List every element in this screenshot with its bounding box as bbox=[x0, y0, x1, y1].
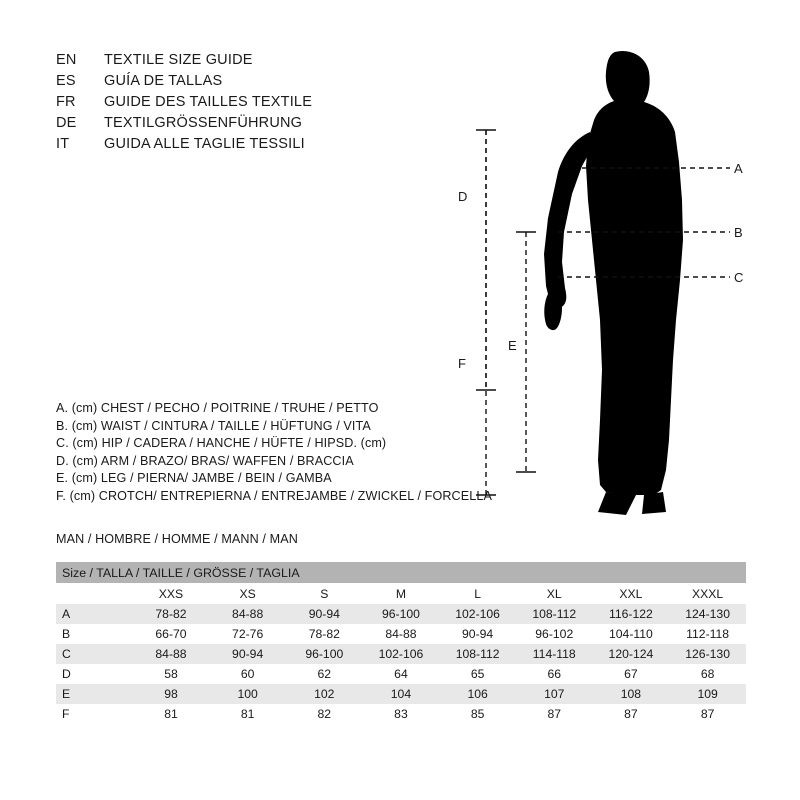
cell-d-m: 64 bbox=[363, 664, 440, 684]
cell-f-s: 82 bbox=[286, 704, 363, 724]
silhouette-foot-left bbox=[598, 492, 636, 515]
title-lang-de: DE bbox=[56, 115, 77, 131]
cell-b-s: 78-82 bbox=[286, 624, 363, 644]
silhouette-body bbox=[586, 51, 683, 495]
table-header-bar-label: Size / TALLA / TAILLE / GRÖSSE / TAGLIA bbox=[56, 562, 746, 583]
legend-line-b: B. (cm) WAIST / CINTURA / TAILLE / HÜFTUNG / VITA bbox=[56, 418, 371, 433]
silhouette-arm bbox=[544, 132, 592, 308]
table-row bbox=[56, 624, 746, 644]
cell-d-s: 62 bbox=[286, 664, 363, 684]
cell-b-xs: 72-76 bbox=[209, 624, 286, 644]
row-label-d: D bbox=[56, 664, 133, 684]
cell-e-xl: 107 bbox=[516, 684, 593, 704]
legend-line-a: A. (cm) CHEST / PECHO / POITRINE / TRUHE / PETTO bbox=[56, 401, 379, 415]
legend-line-c: C. (cm) HIP / CADERA / HANCHE / HÜFTE / HIPSD. (cm) bbox=[56, 436, 387, 450]
cell-f-m: 83 bbox=[363, 704, 440, 724]
title-text-de: TEXTILGRÖSSENFÜHRUNG bbox=[104, 115, 303, 131]
col-head-xxxl: XXXL bbox=[669, 583, 746, 604]
title-row-es bbox=[56, 71, 476, 92]
title-row-de bbox=[56, 113, 476, 134]
cell-f-l: 85 bbox=[439, 704, 516, 724]
cell-a-l: 102-106 bbox=[439, 604, 516, 624]
title-lang-it: IT bbox=[56, 136, 70, 152]
cell-b-xxl: 104-110 bbox=[593, 624, 670, 644]
label-e: E bbox=[508, 338, 517, 353]
cell-c-xxxl: 126-130 bbox=[669, 644, 746, 664]
size-table bbox=[56, 562, 746, 724]
legend-line-f: F. (cm) CROTCH/ ENTREPIERNA / ENTREJAMBE / ZWICKEL / FORCELLA bbox=[56, 488, 492, 503]
row-label-f: F bbox=[56, 704, 133, 724]
table-column-headers bbox=[56, 583, 746, 604]
cell-f-xxl: 87 bbox=[593, 704, 670, 724]
cell-a-xxs: 78-82 bbox=[133, 604, 210, 624]
title-lang-fr: FR bbox=[56, 94, 76, 110]
title-row-it bbox=[56, 134, 476, 155]
cell-d-l: 65 bbox=[439, 664, 516, 684]
title-lang-es: ES bbox=[56, 73, 76, 89]
cell-f-xs: 81 bbox=[209, 704, 286, 724]
cell-e-l: 106 bbox=[439, 684, 516, 704]
title-text-en: TEXTILE SIZE GUIDE bbox=[104, 52, 253, 68]
cell-a-s: 90-94 bbox=[286, 604, 363, 624]
legend-line-e: E. (cm) LEG / PIERNA/ JAMBE / BEIN / GAMBA bbox=[56, 471, 332, 485]
table-header-bar bbox=[56, 562, 746, 583]
cell-a-xxxl: 124-130 bbox=[669, 604, 746, 624]
cell-b-xxs: 66-70 bbox=[133, 624, 210, 644]
row-label-a: A bbox=[56, 604, 133, 624]
cell-e-xs: 100 bbox=[209, 684, 286, 704]
col-head-xxl: XXL bbox=[593, 583, 670, 604]
cell-e-m: 104 bbox=[363, 684, 440, 704]
cell-a-xxl: 116-122 bbox=[593, 604, 670, 624]
cell-c-xl: 114-118 bbox=[516, 644, 593, 664]
cell-c-xs: 90-94 bbox=[209, 644, 286, 664]
cell-b-xl: 96-102 bbox=[516, 624, 593, 644]
measurement-legend bbox=[56, 400, 526, 505]
cell-f-xxxl: 87 bbox=[669, 704, 746, 724]
cell-e-xxxl: 109 bbox=[669, 684, 746, 704]
col-head-xxs: XXS bbox=[133, 583, 210, 604]
cell-c-l: 108-112 bbox=[439, 644, 516, 664]
col-head-l: L bbox=[439, 583, 516, 604]
col-head-xl: XL bbox=[516, 583, 593, 604]
size-table-wrapper bbox=[56, 562, 746, 724]
cell-c-xxs: 84-88 bbox=[133, 644, 210, 664]
cell-a-xs: 84-88 bbox=[209, 604, 286, 624]
cell-b-l: 90-94 bbox=[439, 624, 516, 644]
col-head-xs: XS bbox=[209, 583, 286, 604]
cell-d-xxs: 58 bbox=[133, 664, 210, 684]
label-d: D bbox=[458, 189, 468, 204]
title-text-fr: GUIDE DES TAILLES TEXTILE bbox=[104, 94, 313, 110]
row-label-e: E bbox=[56, 684, 133, 704]
table-row bbox=[56, 604, 746, 624]
row-label-b: B bbox=[56, 624, 133, 644]
cell-a-xl: 108-112 bbox=[516, 604, 593, 624]
cell-c-xxl: 120-124 bbox=[593, 644, 670, 664]
man-silhouette bbox=[544, 51, 683, 515]
cell-b-m: 84-88 bbox=[363, 624, 440, 644]
title-text-es: GUÍA DE TALLAS bbox=[104, 73, 223, 89]
cell-f-xxs: 81 bbox=[133, 704, 210, 724]
table-row bbox=[56, 664, 746, 684]
cell-d-xxl: 67 bbox=[593, 664, 670, 684]
title-row-en bbox=[56, 50, 476, 71]
title-text-it: GUIDA ALLE TAGLIE TESSILI bbox=[104, 136, 305, 152]
cell-d-xxxl: 68 bbox=[669, 664, 746, 684]
cell-c-m: 102-106 bbox=[363, 644, 440, 664]
cell-d-xl: 66 bbox=[516, 664, 593, 684]
language-title-block bbox=[56, 50, 476, 155]
row-label-c: C bbox=[56, 644, 133, 664]
silhouette-foot-right bbox=[642, 492, 666, 514]
cell-a-m: 96-100 bbox=[363, 604, 440, 624]
col-head-blank bbox=[56, 583, 133, 604]
table-row bbox=[56, 684, 746, 704]
cell-e-xxl: 108 bbox=[593, 684, 670, 704]
col-head-m: M bbox=[363, 583, 440, 604]
label-f: F bbox=[458, 356, 466, 371]
title-row-fr bbox=[56, 92, 476, 113]
cell-c-s: 96-100 bbox=[286, 644, 363, 664]
cell-e-xxs: 98 bbox=[133, 684, 210, 704]
table-row bbox=[56, 644, 746, 664]
legend-line-d: D. (cm) ARM / BRAZO/ BRAS/ WAFFEN / BRACCIA bbox=[56, 453, 354, 468]
label-a: A bbox=[734, 161, 743, 176]
label-b: B bbox=[734, 225, 743, 240]
cell-d-xs: 60 bbox=[209, 664, 286, 684]
col-head-s: S bbox=[286, 583, 363, 604]
cell-e-s: 102 bbox=[286, 684, 363, 704]
silhouette-hand bbox=[544, 294, 562, 330]
gender-line: MAN / HOMBRE / HOMME / MANN / MAN bbox=[56, 532, 298, 546]
cell-b-xxxl: 112-118 bbox=[669, 624, 746, 644]
label-c: C bbox=[734, 270, 744, 285]
cell-f-xl: 87 bbox=[516, 704, 593, 724]
title-lang-en: EN bbox=[56, 52, 77, 68]
table-row bbox=[56, 704, 746, 724]
